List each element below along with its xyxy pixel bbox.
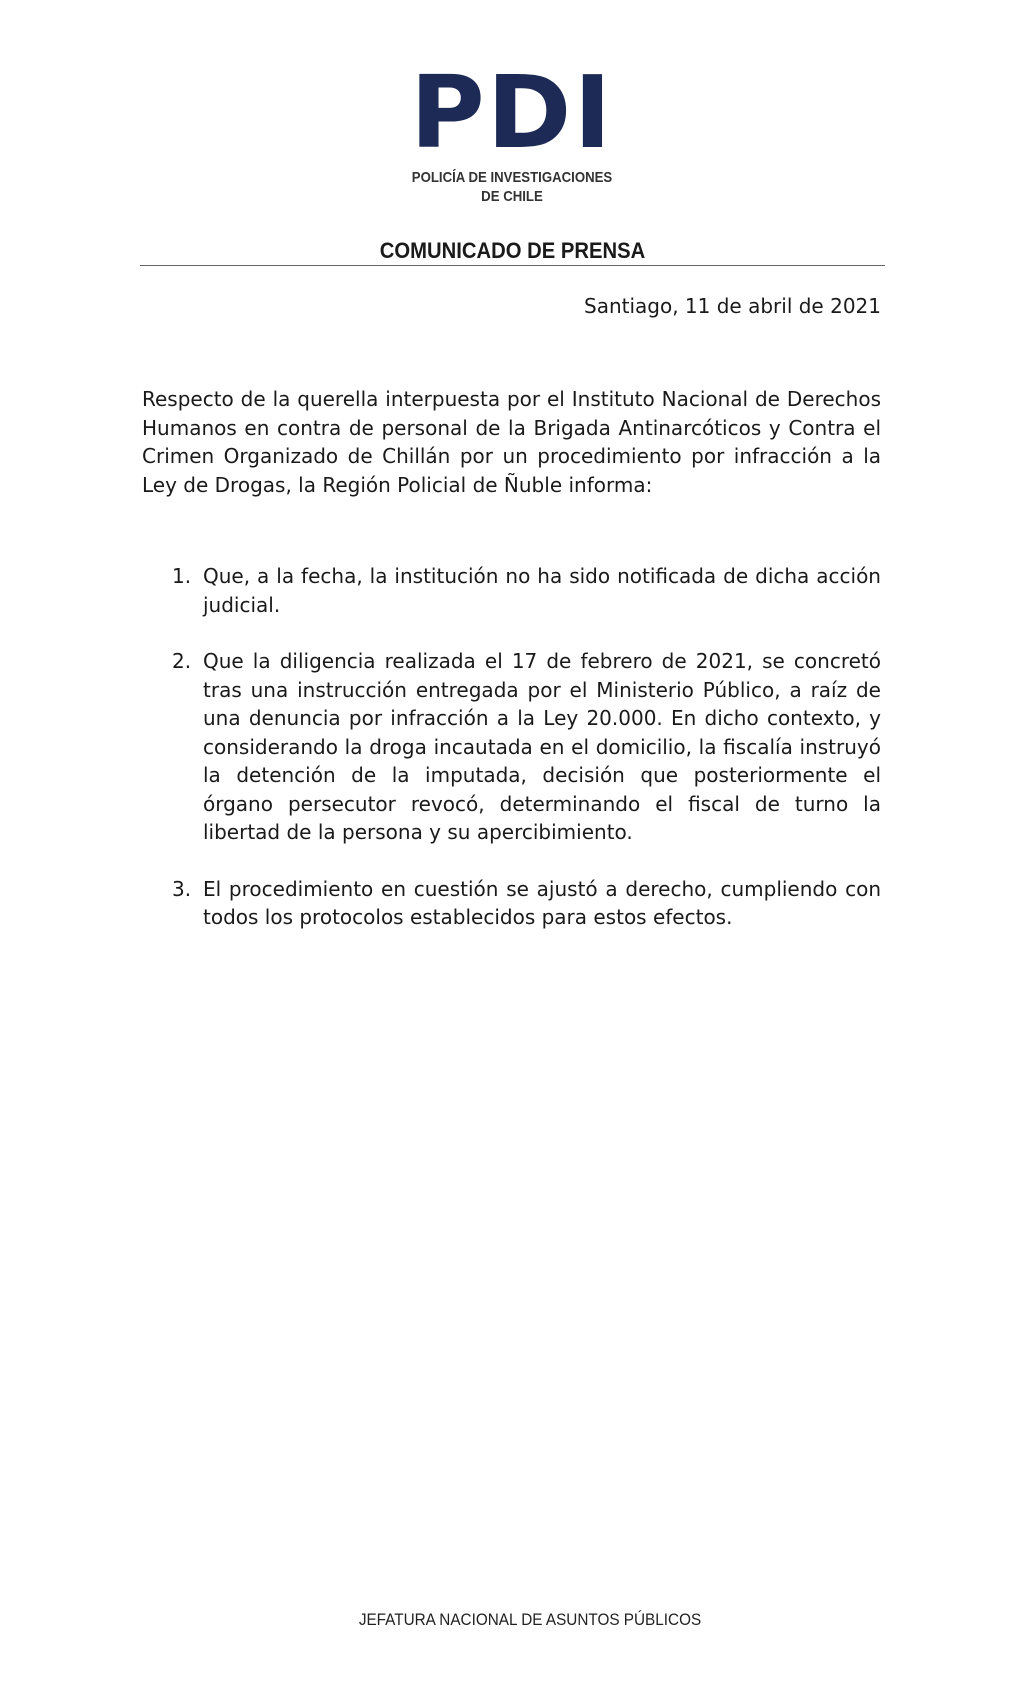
logo-subtitle [61, 168, 962, 206]
list-item-text: Que la diligencia realizada el 17 de febrero de 2021, se concretó tras una instrucción entregada por el Ministerio Público, a raíz de una denuncia por infracción a la Ley 20.000. En dicho contexto, y considerando la droga incautada en el domicilio, la fiscalía instruyó la detención de la imputada, decisión que posteriormente el órgano persecutor revocó, determinando el fiscal de turno la libertad de la persona y su apercibimiento. [203, 649, 881, 844]
list-item-text: El procedimiento en cuestión se ajustó a derecho, cumpliendo con todos los protocolos establecidos para estos efectos. [203, 876, 881, 929]
logo-mark: PDI [410, 54, 614, 171]
title-divider [140, 265, 885, 266]
intro-paragraph: Respecto de la querella interpuesta por el Instituto Nacional de Derechos Humanos en contra de personal de la Brigada Antinarcóticos y Contra el Crimen Organizado de Chillán por un procedimiento por infracción a la Ley de Drogas, la Región Policial de Ñuble informa: [142, 387, 881, 497]
numbered-list [142, 562, 881, 932]
list-item-text: Que, a la fecha, la institución no ha sido notificada de dicha acción judicial. [203, 564, 881, 617]
logo-subtitle-line2: DE CHILE [481, 188, 543, 205]
pdi-logo [0, 54, 1024, 206]
list-item-number: 2. [172, 649, 192, 673]
document-title: COMUNICADO DE PRENSA [379, 238, 646, 263]
list-item [142, 647, 881, 847]
list-item-number: 1. [172, 564, 192, 588]
logo-subtitle-line1: POLICÍA DE INVESTIGACIONES [411, 169, 613, 186]
list-item [142, 875, 881, 932]
list-item [142, 562, 881, 619]
dateline: Santiago, 11 de abril de 2021 [584, 294, 881, 318]
list-item-number: 3. [172, 876, 192, 901]
footer-text: JEFATURA NACIONAL DE ASUNTOS PÚBLICOS [358, 1610, 702, 1629]
